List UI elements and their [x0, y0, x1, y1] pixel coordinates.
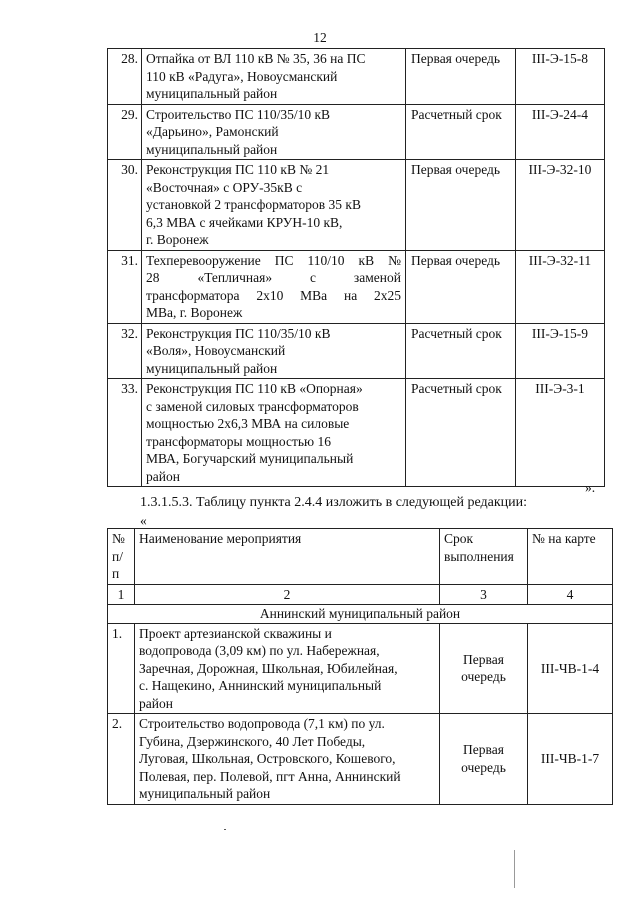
row-term	[440, 623, 528, 714]
header-map-code: № на карте	[528, 529, 613, 585]
row-term: Первая очередь	[406, 160, 516, 251]
description-line: Луговая, Школьная, Островского, Кошевого,	[139, 751, 396, 766]
description-line: муниципальный район	[146, 141, 278, 157]
description-line: установкой 2 трансформаторов 35 кВ	[146, 197, 361, 212]
water-supply-table	[107, 528, 613, 805]
row-map-code: III-ЧВ-1-4	[528, 623, 613, 714]
term-line: очередь	[461, 669, 506, 685]
table-row	[108, 160, 605, 251]
term-line: Первая	[463, 742, 504, 758]
row-map-code: III-Э-3-1	[516, 379, 605, 487]
description-line: мощностью 2x6,3 МВА на силовые	[146, 416, 350, 431]
region-title: Аннинский муниципальный район	[108, 605, 613, 624]
row-description	[135, 623, 440, 714]
row-description	[142, 379, 406, 487]
row-term: Расчетный срок	[406, 323, 516, 379]
page-number: 12	[313, 30, 327, 45]
description-line: с. Нащекино, Аннинский муниципальный	[139, 678, 382, 693]
header-number: № п/п	[108, 529, 135, 585]
description-line: Реконструкция ПС 110 кВ № 21	[146, 162, 330, 177]
header-name: Наименование мероприятия	[135, 529, 440, 585]
description-line: Заречная, Дорожная, Школьная, Юбилейная,	[139, 660, 398, 676]
table-row	[108, 714, 613, 805]
index-cell: 4	[528, 584, 613, 605]
description-line: г. Воронеж	[146, 232, 209, 247]
description-line: муниципальный район	[146, 86, 278, 101]
description-line: 28 «Тепличная» с заменой	[146, 270, 401, 285]
row-description	[135, 714, 440, 805]
row-map-code: III-Э-24-4	[516, 104, 605, 160]
amendment-instruction: 1.3.1.5.3. Таблицу пункта 2.4.4 изложить в следующей редакции:	[140, 495, 528, 510]
description-line: Реконструкция ПС 110/35/10 кВ	[146, 325, 331, 341]
description-line: трансформатора 2x10 МВа на 2x25	[146, 287, 401, 303]
opening-quote: «	[140, 513, 147, 528]
term-line: Первая	[463, 651, 504, 667]
row-description	[142, 49, 406, 105]
description-line: муниципальный район	[139, 786, 271, 801]
description-line: «Дарьино», Рамонский	[146, 124, 279, 139]
description-line: район	[146, 468, 180, 484]
row-map-code: III-Э-32-10	[516, 160, 605, 251]
row-number: 33.	[108, 379, 142, 487]
row-number: 31.	[108, 250, 142, 323]
table-row	[108, 623, 613, 714]
description-line: Проект артезианской скважины и	[139, 625, 332, 641]
row-number: 29.	[108, 104, 142, 160]
description-line: 6,3 МВА с ячейками КРУН-10 кВ,	[146, 214, 343, 230]
margin-line	[514, 850, 515, 888]
row-term	[440, 714, 528, 805]
description-line: «Восточная» с ОРУ-35кВ с	[146, 179, 303, 195]
substations-table	[107, 48, 605, 487]
row-description	[142, 104, 406, 160]
description-line: с заменой силовых трансформаторов	[146, 398, 359, 414]
description-line: Строительство ПС 110/35/10 кВ	[146, 106, 331, 122]
row-term: Первая очередь	[406, 250, 516, 323]
row-number: 2.	[108, 714, 135, 805]
description-line: «Воля», Новоусманский	[146, 343, 286, 358]
region-row	[108, 605, 613, 624]
description-line: район	[139, 695, 173, 711]
row-map-code: III-Э-32-11	[516, 250, 605, 323]
row-term: Первая очередь	[406, 49, 516, 105]
row-number: 30.	[108, 160, 142, 251]
description-line: 110 кВ «Радуга», Новоусманский	[146, 68, 338, 84]
table-row	[108, 323, 605, 379]
description-line: Губина, Дзержинского, 40 Лет Победы,	[139, 733, 366, 749]
description-line: Техперевооружение ПС 110/10 кВ №	[146, 252, 401, 268]
row-number: 28.	[108, 49, 142, 105]
row-map-code: III-Э-15-9	[516, 323, 605, 379]
index-cell: 3	[440, 584, 528, 605]
description-line: Полевая, пер. Полевой, пгт Анна, Аннинский	[139, 768, 401, 784]
description-line: МВА, Богучарский муниципальный	[146, 451, 354, 466]
header-row	[108, 529, 613, 585]
header-term: Срок выполнения	[440, 529, 528, 585]
description-line: муниципальный район	[146, 360, 278, 376]
description-line: трансформаторы мощностью 16	[146, 433, 331, 449]
row-term: Расчетный срок	[406, 104, 516, 160]
row-description	[142, 250, 406, 323]
table-row	[108, 104, 605, 160]
index-row	[108, 584, 613, 605]
description-line: Реконструкция ПС 110 кВ «Опорная»	[146, 381, 363, 396]
stray-mark	[224, 829, 226, 830]
index-cell: 1	[108, 584, 135, 605]
closing-quote: ».	[585, 480, 596, 495]
table-row	[108, 250, 605, 323]
description-line: Строительство водопровода (7,1 км) по ул.	[139, 716, 385, 731]
term-line: очередь	[461, 759, 506, 775]
table-row	[108, 49, 605, 105]
row-term: Расчетный срок	[406, 379, 516, 487]
table-row	[108, 379, 605, 487]
description-line: Отпайка от ВЛ 110 кВ № 35, 36 на ПС	[146, 51, 366, 66]
row-number: 32.	[108, 323, 142, 379]
row-description	[142, 160, 406, 251]
index-cell: 2	[135, 584, 440, 605]
description-line: МВа, г. Воронеж	[146, 305, 243, 320]
row-description	[142, 323, 406, 379]
row-map-code: III-ЧВ-1-7	[528, 714, 613, 805]
description-line: водопровода (3,09 км) по ул. Набережная,	[139, 643, 380, 658]
row-map-code: III-Э-15-8	[516, 49, 605, 105]
row-number: 1.	[108, 623, 135, 714]
